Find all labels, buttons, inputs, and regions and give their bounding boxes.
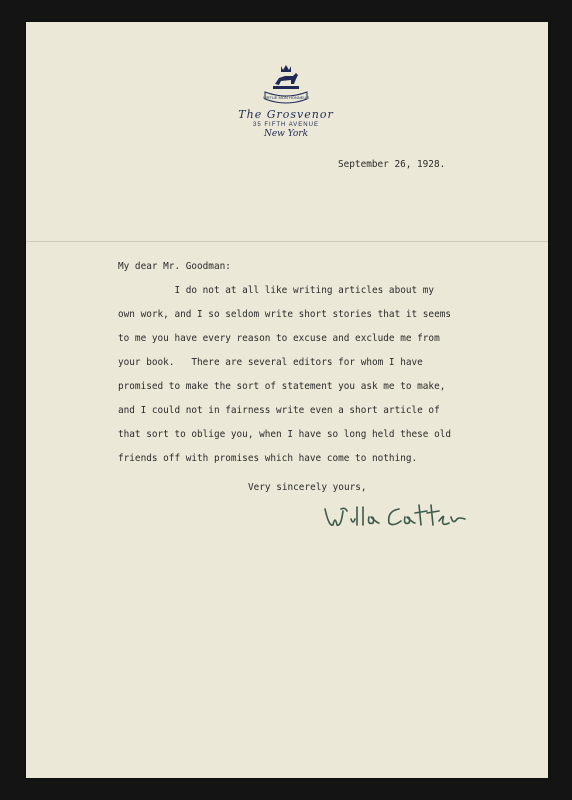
body-line: own work, and I so seldom write short stories that it seems [118, 309, 452, 320]
body-line: I do not at all like writing articles about my [118, 285, 435, 296]
hotel-city: New York [263, 129, 309, 139]
body-line: promised to make the sort of statement you ask me to make, [118, 381, 446, 392]
body-line: to me you have every reason to excuse and exclude me from [118, 333, 440, 344]
body-line: that sort to oblige you, when I have so long held these old [118, 429, 452, 440]
fold-line [26, 241, 548, 242]
body-line: friends off with promises which have come to nothing. [118, 453, 418, 464]
salutation: My dear Mr. Goodman: [118, 261, 231, 272]
handwritten-signature [321, 497, 471, 537]
crest-motto: VIRTUE MON HONNEUR [263, 95, 309, 100]
crest-icon [263, 64, 309, 104]
closing: Very sincerely yours, [248, 482, 367, 493]
body-line: and I could not in fairness write even a short article of [118, 405, 440, 416]
body-line: your book. There are several editors for whom I have [118, 357, 423, 368]
hotel-address: 35 FIFTH AVENUE [253, 122, 319, 128]
hotel-name: The Grosvenor [238, 108, 334, 121]
letterhead [221, 64, 351, 139]
letter-date: September 26, 1928. [338, 159, 446, 170]
letter-paper [26, 22, 548, 778]
